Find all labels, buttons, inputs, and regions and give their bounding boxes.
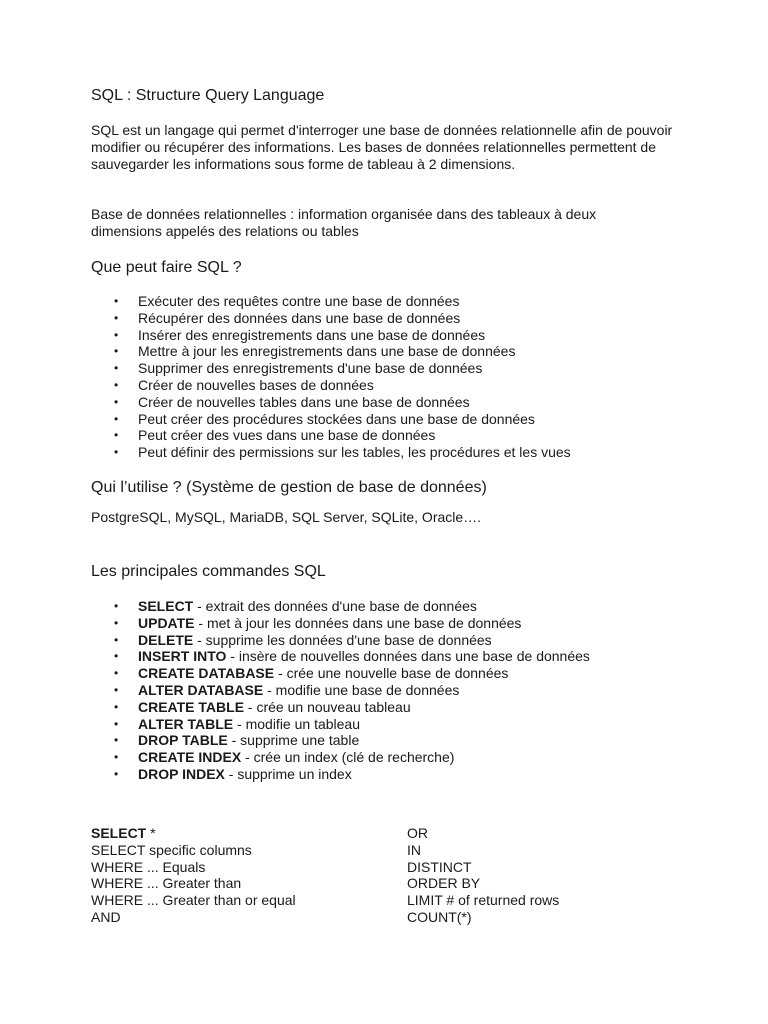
summary-left-column (91, 825, 296, 926)
summary-right-column (407, 825, 559, 926)
command-item: • CREATE INDEX - crée un index (clé de recherche) (114, 749, 455, 766)
summary-item: IN (407, 841, 421, 858)
summary-item: WHERE ... Equals (91, 858, 206, 875)
capabilities-heading: Que peut faire SQL ? (91, 259, 242, 276)
summary-item: COUNT(*) (407, 908, 472, 925)
summary-item: ORDER BY (407, 875, 481, 892)
command-keyword: CREATE INDEX (138, 749, 242, 766)
command-keyword: CREATE DATABASE (138, 665, 275, 682)
summary-item: OR (407, 825, 428, 841)
bullet-icon: • (114, 327, 119, 342)
bullet-icon: • (114, 310, 119, 325)
list-item: • Mettre à jour les enregistrements dans une base de données (114, 343, 516, 360)
command-item: • UPDATE - met à jour les données dans une base de données (114, 614, 522, 631)
bullet-icon: • (114, 766, 119, 781)
command-keyword: UPDATE (138, 614, 195, 631)
dbms-list: PostgreSQL, MySQL, MariaDB, SQL Server, SQLite, Oracle…. (91, 509, 482, 525)
command-item: • DELETE - supprime les données d'une base de données (114, 631, 492, 648)
list-item: • Peut définir des permissions sur les tables, les procédures et les vues (114, 444, 571, 461)
bullet-icon: • (114, 716, 119, 731)
command-keyword: DELETE (138, 631, 194, 648)
bullet-icon: • (114, 632, 119, 647)
command-keyword: INSERT INTO (138, 648, 227, 665)
bullet-icon: • (114, 599, 119, 613)
commands-list (91, 598, 590, 783)
summary-item: LIMIT # of returned rows (407, 892, 560, 909)
command-keyword: SELECT (138, 598, 194, 614)
command-item: • SELECT - extrait des données d'une base de données (114, 598, 477, 614)
bullet-icon: • (114, 666, 119, 681)
document-title: SQL : Structure Query Language (91, 87, 325, 104)
bullet-icon: • (114, 445, 119, 460)
list-item: • Exécuter des requêtes contre une base de données (114, 293, 460, 309)
command-item: • DROP TABLE - supprime une table (114, 732, 360, 749)
bullet-icon: • (114, 344, 119, 359)
bullet-icon: • (114, 750, 119, 765)
list-item: • Peut créer des vues dans une base de données (114, 427, 436, 444)
summary-item: WHERE ... Greater than or equal (91, 892, 296, 909)
command-keyword: ALTER TABLE (138, 715, 234, 732)
bullet-icon: • (114, 733, 119, 748)
capabilities-list (91, 293, 571, 461)
bullet-icon: • (114, 615, 119, 630)
bullet-icon: • (114, 699, 119, 714)
command-item: • CREATE TABLE - crée un nouveau tableau (114, 698, 411, 715)
bullet-icon: • (114, 428, 119, 443)
commands-heading: Les principales commandes SQL (91, 563, 326, 580)
command-item: • ALTER TABLE - modifie un tableau (114, 715, 360, 732)
summary-item: AND (91, 908, 121, 925)
list-item: • Créer de nouvelles bases de données (114, 376, 374, 393)
command-item: • CREATE DATABASE - crée une nouvelle base de données (114, 665, 509, 682)
bullet-icon: • (114, 649, 119, 664)
command-keyword: DROP INDEX (138, 765, 225, 782)
command-item: • DROP INDEX - supprime un index (114, 765, 352, 782)
list-item: • Peut créer des procédures stockées dans une base de données (114, 410, 535, 427)
bullet-icon: • (114, 411, 119, 426)
summary-item: SELECT * (91, 825, 156, 841)
command-keyword: DROP TABLE (138, 732, 228, 749)
command-keyword: ALTER DATABASE (138, 681, 264, 698)
definition-paragraph: Base de données relationnelles : information organisée dans des tableaux à deux dimensions appelés des relations ou tables (91, 206, 597, 239)
bullet-icon: • (114, 394, 119, 409)
intro-paragraph: SQL est un langage qui permet d'interroger une base de données relationnelle afin de pouvoir modifier ou récupérer des informations. Les bases de données relationnelles permettent de sauvegarder les informations sous forme de tableau à 2 dimensions. (91, 122, 673, 172)
command-keyword: CREATE TABLE (138, 698, 245, 715)
users-heading: Qui l’utilise ? (Système de gestion de base de données) (91, 479, 487, 496)
bullet-icon: • (114, 294, 119, 308)
list-item: • Supprimer des enregistrements d'une base de données (114, 360, 483, 377)
summary-item: SELECT specific columns (91, 841, 252, 858)
list-item: • Créer de nouvelles tables dans une base de données (114, 393, 470, 410)
command-item: • INSERT INTO - insère de nouvelles données dans une base de données (114, 648, 590, 665)
bullet-icon: • (114, 682, 119, 697)
list-item: • Récupérer des données dans une base de données (114, 309, 461, 326)
bullet-icon: • (114, 361, 119, 376)
summary-item: WHERE ... Greater than (91, 875, 242, 892)
bullet-icon: • (114, 377, 119, 392)
command-item: • ALTER DATABASE - modifie une base de données (114, 681, 460, 698)
list-item: • Insérer des enregistrements dans une base de données (114, 326, 486, 343)
summary-item: DISTINCT (407, 858, 472, 875)
